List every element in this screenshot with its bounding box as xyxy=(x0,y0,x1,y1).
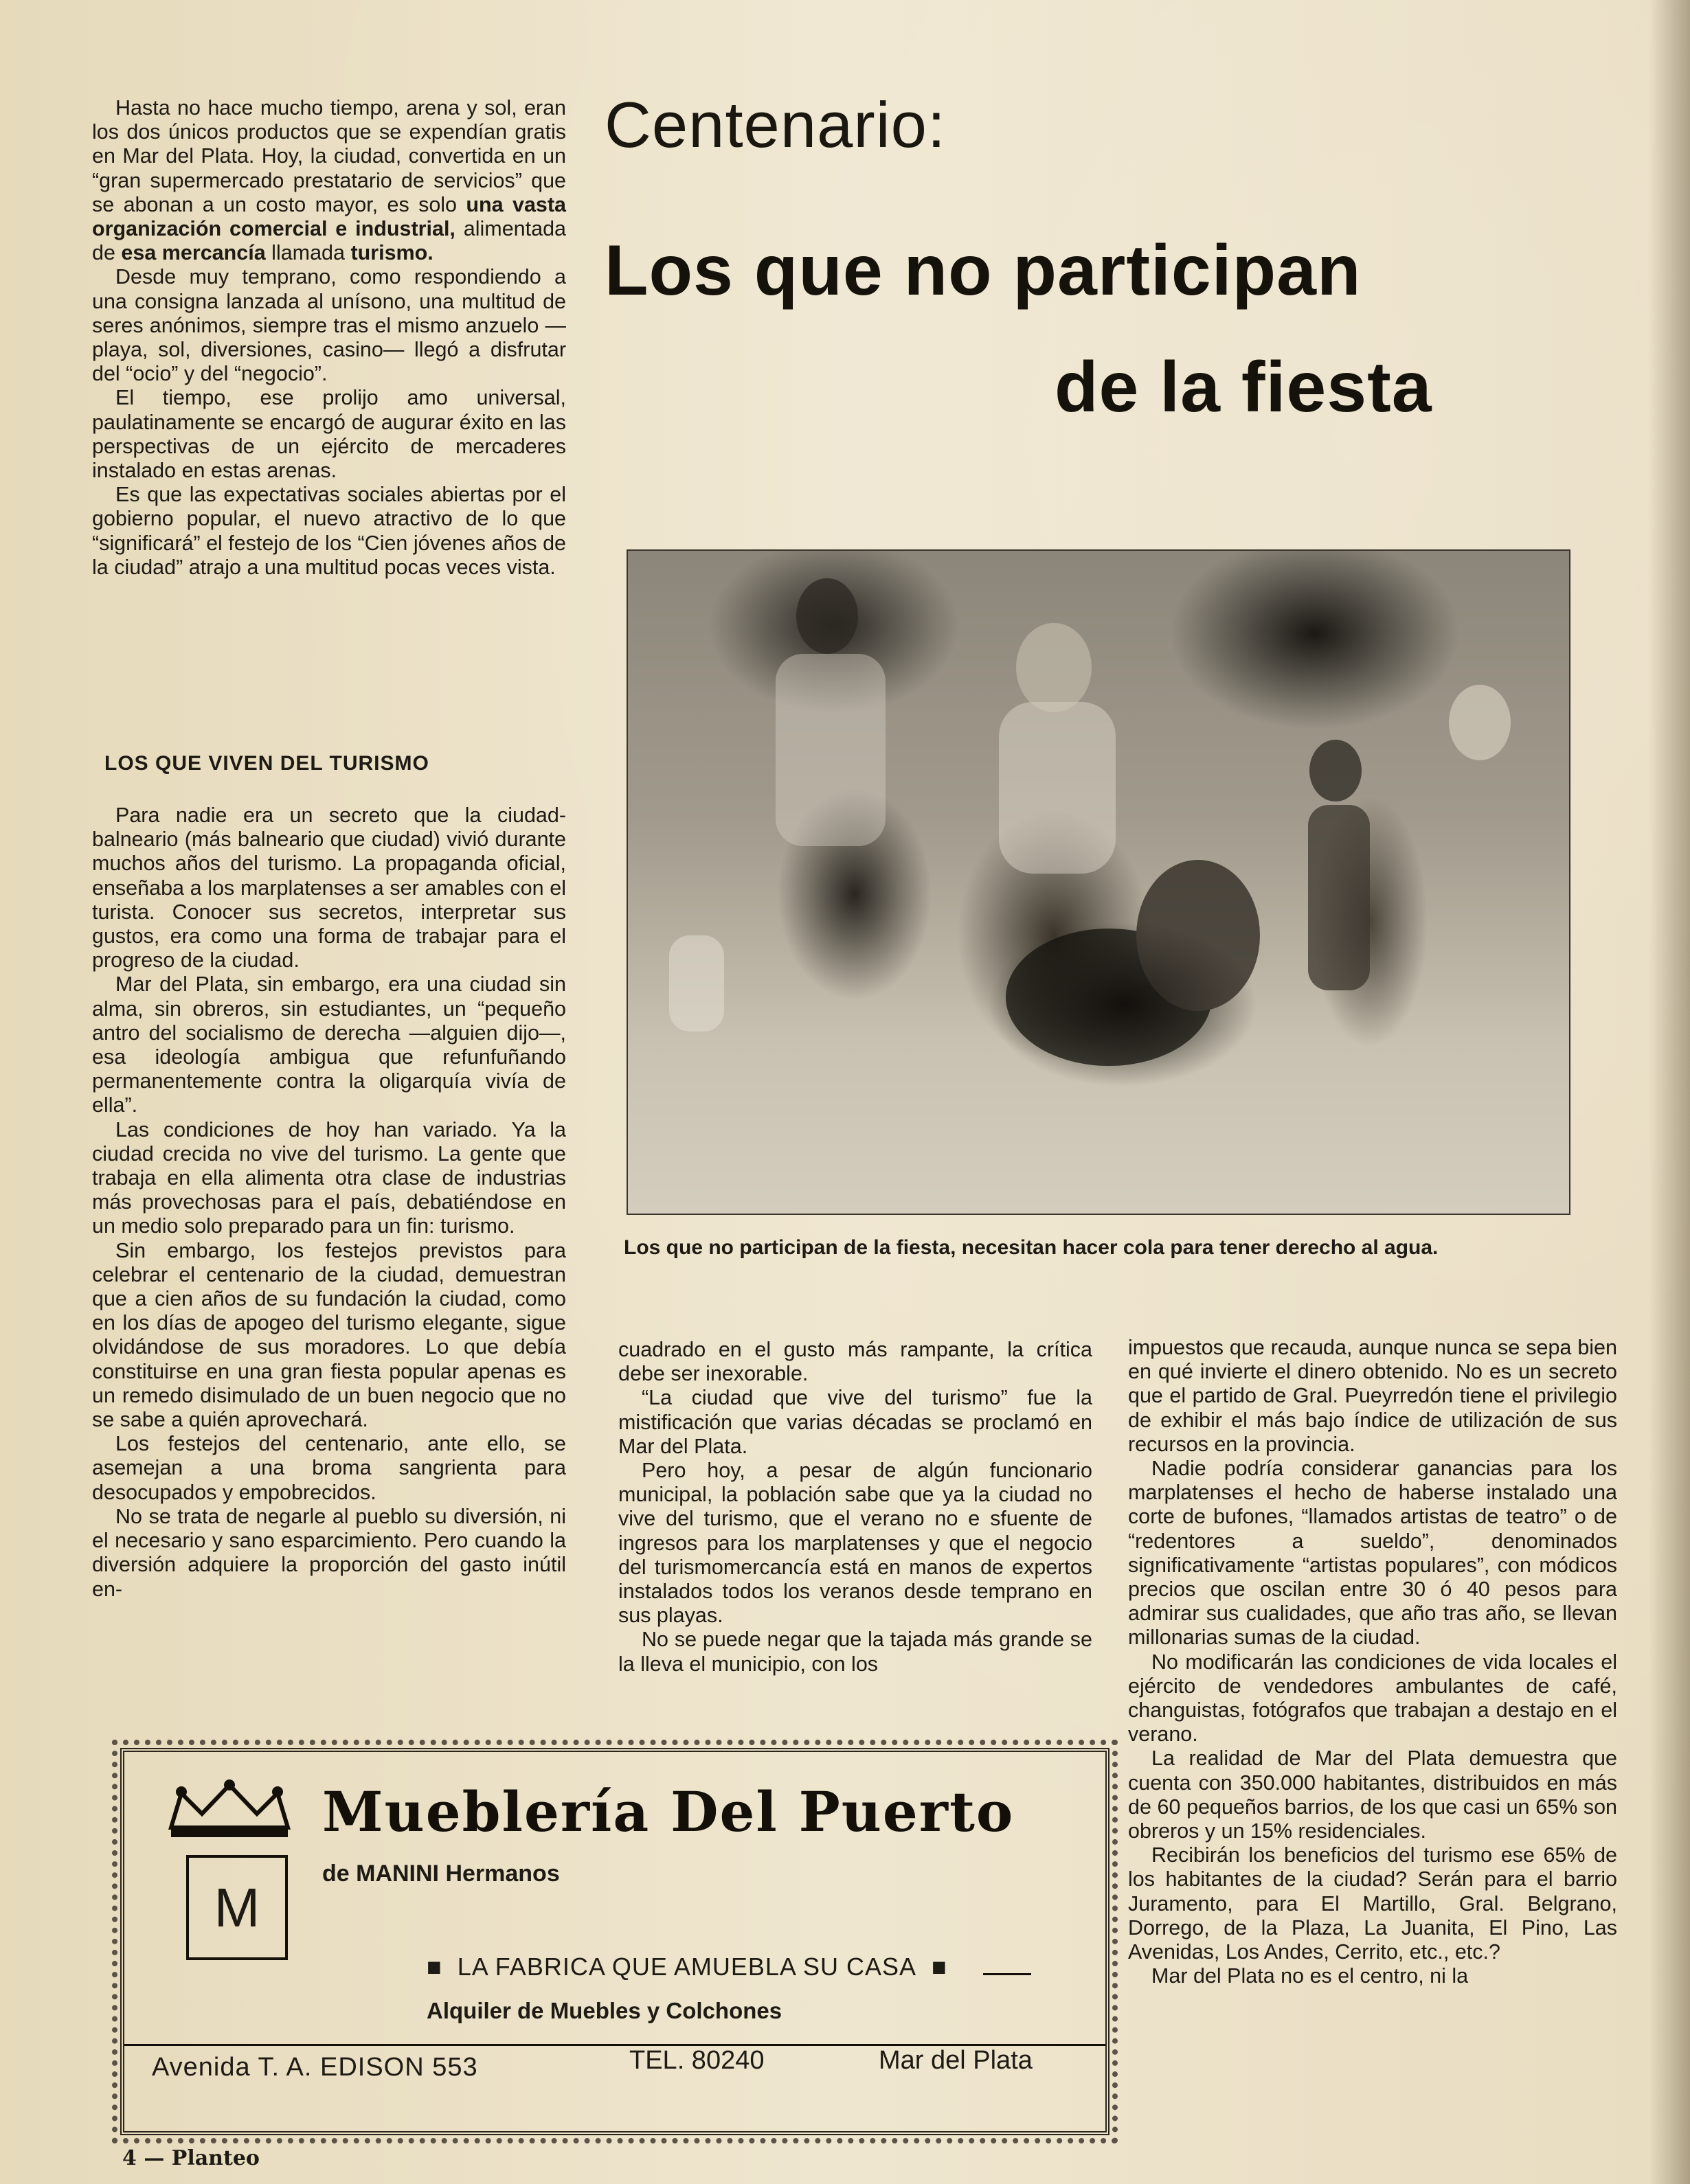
ad-owner: de MANINI Hermanos xyxy=(322,1861,560,1887)
ad-services: Alquiler de Muebles y Colchones xyxy=(427,1998,782,2023)
news-photo xyxy=(627,549,1570,1215)
column-2 xyxy=(618,1338,1092,1676)
body-paragraph: La realidad de Mar del Plata demuestra que cuenta con 350.000 habitantes, distribuidos en más de 60 pequeños barrios, de los que casi un 65% son obreros y un 15% residenciales. xyxy=(1128,1747,1617,1843)
ad-city: Mar del Plata xyxy=(879,2046,1033,2075)
furniture-store-advertisement xyxy=(120,1748,1109,2135)
article-kicker: Centenario: xyxy=(605,89,946,161)
photo-caption: Los que no participan de la fiesta, necesitan hacer cola para tener derecho al agua. xyxy=(624,1236,1439,1259)
ad-store-name: Mueblería Del Puerto xyxy=(322,1779,1015,1844)
page-footer: 4 — Planteo xyxy=(122,2146,260,2170)
body-paragraph: “La ciudad que vive del turismo” fue la mistificación que varias décadas se proclamó en Mar del Plata. xyxy=(618,1386,1092,1458)
column-1-intro xyxy=(92,96,566,580)
body-paragraph: Pero hoy, a pesar de algún funcionario municipal, la población sabe que ya la ciudad no vive del turismo, que el verano no e sfuente de ingresos para los marplatenses y que el negocio del turismomercancía está en manos de expertos instalados todos los veranos desde temprano en sus playas. xyxy=(618,1459,1092,1628)
article-headline-line2: de la fiesta xyxy=(1055,348,1432,427)
ad-address: Avenida T. A. EDISON 553 xyxy=(152,2053,478,2082)
body-paragraph: Mar del Plata, sin embargo, era una ciudad sin alma, sin obreros, sin estudiantes, un “pequeño antro del socialismo de derecha —alguien dijo—, esa ideología ambigua que refunfuñando permanentemente contra la oligarquía vivía de ella”. xyxy=(92,972,566,1117)
body-paragraph: impuestos que recauda, aunque nunca se sepa bien en qué invierte el dinero obtenido. No es un secreto que el partido de Gral. Pueyrredón tiene el privilegio de exhibir el más bajo índice de utilización de sus recursos en la provincia. xyxy=(1128,1336,1617,1456)
body-paragraph: No modificarán las condiciones de vida locales el ejército de vendedores ambulantes de café, changuistas, fotógrafos que trabajan a destajo en el verano. xyxy=(1128,1650,1617,1747)
body-paragraph: cuadrado en el gusto más rampante, la crítica debe ser inexorable. xyxy=(618,1338,1092,1386)
body-paragraph: Recibirán los beneficios del turismo ese 65% de los habitantes de la ciudad? Serán para el barrio Juramento, para El Martillo, Gral. Belgrano, Dorrego, de la Plaza, La Juanita, El Pino, Las Avenidas, Los Andes, Cerrito, etc., etc.? xyxy=(1128,1843,1617,1964)
ad-slogan: ■ LA FABRICA QUE AMUEBLA SU CASA ■ xyxy=(427,1953,947,1981)
body-paragraph: Los festejos del centenario, ante ello, se asemejan a una broma sangrienta para desocupados y empobrecidos. xyxy=(92,1432,566,1504)
article-headline-line1: Los que no participan xyxy=(605,231,1362,310)
column-3 xyxy=(1128,1336,1617,1988)
body-paragraph: Nadie podría considerar ganancias para los marplatenses el hecho de haberse instalado una corte de bufones, “llamados artistas de teatro” o de “redentores a sueldo”, denominados significativamente “artistas populares”, con módicos precios que oscilan entre 30 ó 40 pesos para admirar sus cualidades, que año tras año, se llevan millonarias sumas de la ciudad. xyxy=(1128,1457,1617,1650)
intro-paragraph-2: Desde muy temprano, como respondiendo a una consigna lanzada al unísono, una multitud de seres anónimos, siempre tras el mismo anzuelo —playa, sol, diversiones, casino— llegó a disfrutar del “ocio” y del “negocio”. xyxy=(92,265,566,386)
ad-slogan-text: LA FABRICA QUE AMUEBLA SU CASA xyxy=(457,1953,916,1981)
body-paragraph: No se puede negar que la tajada más grande se la lleva el municipio, con los xyxy=(618,1628,1092,1676)
body-paragraph: Sin embargo, los festejos previstos para celebrar el centenario de la ciudad, demuestran que a cien años de su fundación la ciudad, como en los días de apogeo del turismo elegante, sigue olvidándose de sus moradores. Lo que debía constituirse en una gran fiesta popular apenas es un remedo disimulado de un buen negocio que no se sabe a quién aprovechará. xyxy=(92,1238,566,1432)
crown-icon xyxy=(164,1779,295,1841)
section-subhead: LOS QUE VIVEN DEL TURISMO xyxy=(104,752,429,775)
body-paragraph: No se trata de negarle al pueblo su diversión, ni el necesario y sano esparcimiento. Pero cuando la diversión adquiere la proporción del gasto inútil en- xyxy=(92,1504,566,1601)
column-1-body xyxy=(92,804,566,1602)
ad-phone: TEL. 80240 xyxy=(629,2046,765,2075)
body-paragraph: Las condiciones de hoy han variado. Ya la ciudad crecida no vive del turismo. La gente que trabaja en ella alimenta otra clase de industrias más provechosas para el país, debatiéndose en un medio solo preparado para un fin: turismo. xyxy=(92,1117,566,1238)
intro-paragraph-4: Es que las expectativas sociales abiertas por el gobierno popular, el nuevo atractivo de lo que “significará” el festejo de los “Cien jóvenes años de la ciudad” atrajo a una multitud pocas veces vista. xyxy=(92,483,567,579)
photo-figures xyxy=(628,551,1569,1214)
intro-paragraph-3: El tiempo, ese prolijo amo universal, paulatinamente se encargó de augurar éxito en las perspectivas de un ejército de mercaderes instalado en estas arenas. xyxy=(92,386,566,483)
ad-logo-box: M xyxy=(186,1855,288,1960)
page-edge-shadow xyxy=(1649,0,1690,2184)
ad-dash-rule xyxy=(983,1973,1031,1975)
body-paragraph: Para nadie era un secreto que la ciudad-balneario (más balneario que ciudad) vivió durante muchos años del turismo. La propaganda oficial, enseñaba a los marplatenses a ser amables con el turista. Conocer sus secretos, interpretar sus gustos, era como una forma de trabajar para el progreso de la ciudad. xyxy=(92,804,566,972)
intro-paragraph-1: Hasta no hace mucho tiempo, arena y sol, eran los dos únicos productos que se expendían gratis en Mar del Plata. Hoy, la ciudad, convertida en un “gran supermercado prestatario de servicios” que se abonan a un costo mayor, es solo una vasta organización comercial e industrial, alimentada de esa mercancía llamada turismo. xyxy=(92,96,567,265)
body-paragraph: Mar del Plata no es el centro, ni la xyxy=(1151,1964,1469,1988)
